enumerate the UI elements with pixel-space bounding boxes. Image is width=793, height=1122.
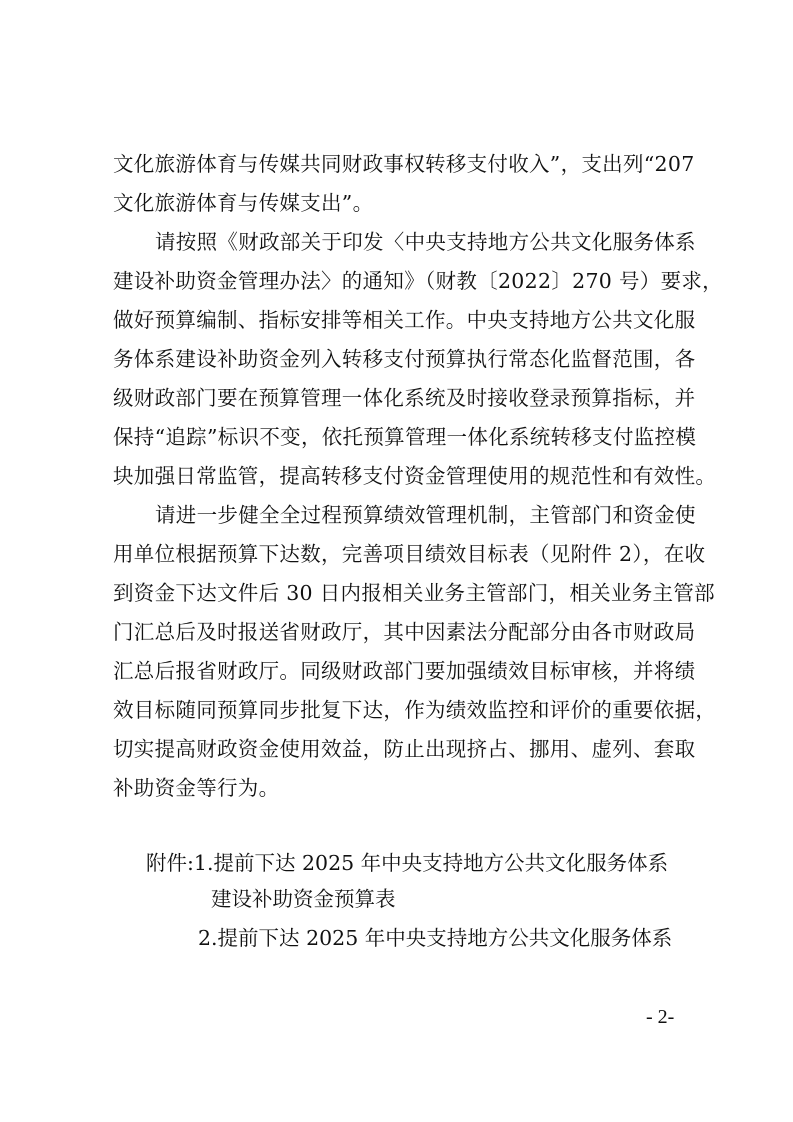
paragraph-3-line-8: 补助资金等行为。	[113, 776, 280, 800]
paragraph-2-line-4: 务体系建设补助资金列入转移支付预算执行常态化监督范围，各	[113, 347, 696, 371]
paragraph-3-line-5: 汇总后报省财政厅。同级财政部门要加强绩效目标审核，并将绩	[113, 659, 696, 683]
paragraph-3-line-4: 门汇总后及时报送省财政厅，其中因素法分配部分由各市财政局	[113, 620, 696, 644]
paragraph-2-line-5: 级财政部门要在预算管理一体化系统及时接收登录预算指标，并	[113, 386, 696, 410]
page-number: - 2-	[646, 1006, 675, 1028]
paragraph-2-line-6: 保持“追踪”标识不变，依托预算管理一体化系统转移支付监控模	[113, 425, 697, 449]
attachment-line-1: 附件:1.提前下达 2025 年中央支持地方公共文化服务体系	[146, 851, 669, 875]
paragraph-2-line-1: 请按照《财政部关于印发〈中央支持地方公共文化服务体系	[155, 230, 696, 254]
paragraph-2-line-3: 做好预算编制、指标安排等相关工作。中央支持地方公共文化服	[113, 308, 696, 332]
paragraph-3-line-6: 效目标随同预算同步批复下达，作为绩效监控和评价的重要依据，	[113, 698, 717, 722]
attachment-line-2: 建设补助资金预算表	[211, 887, 396, 911]
paragraph-3-line-2: 用单位根据预算下达数，完善项目绩效目标表（见附件 2），在收	[113, 542, 706, 566]
paragraph-3-line-3: 到资金下达文件后 30 日内报相关业务主管部门，相关业务主管部	[113, 581, 715, 605]
paragraph-3-line-1: 请进一步健全全过程预算绩效管理机制，主管部门和资金使	[155, 503, 696, 527]
paragraph-3-line-7: 切实提高财政资金使用效益，防止出现挤占、挪用、虚列、套取	[113, 737, 696, 761]
paragraph-1-line-2: 文化旅游体育与传媒支出”。	[113, 191, 374, 215]
attachment-line-3: 2.提前下达 2025 年中央支持地方公共文化服务体系	[198, 926, 673, 950]
paragraph-1-line-1: 文化旅游体育与传媒共同财政事权转移支付收入”，支出列“207	[113, 152, 695, 176]
paragraph-2-line-2: 建设补助资金管理办法〉的通知》（财教〔2022〕270 号）要求，	[113, 269, 723, 293]
paragraph-2-line-7: 块加强日常监管，提高转移支付资金管理使用的规范性和有效性。	[113, 464, 717, 488]
